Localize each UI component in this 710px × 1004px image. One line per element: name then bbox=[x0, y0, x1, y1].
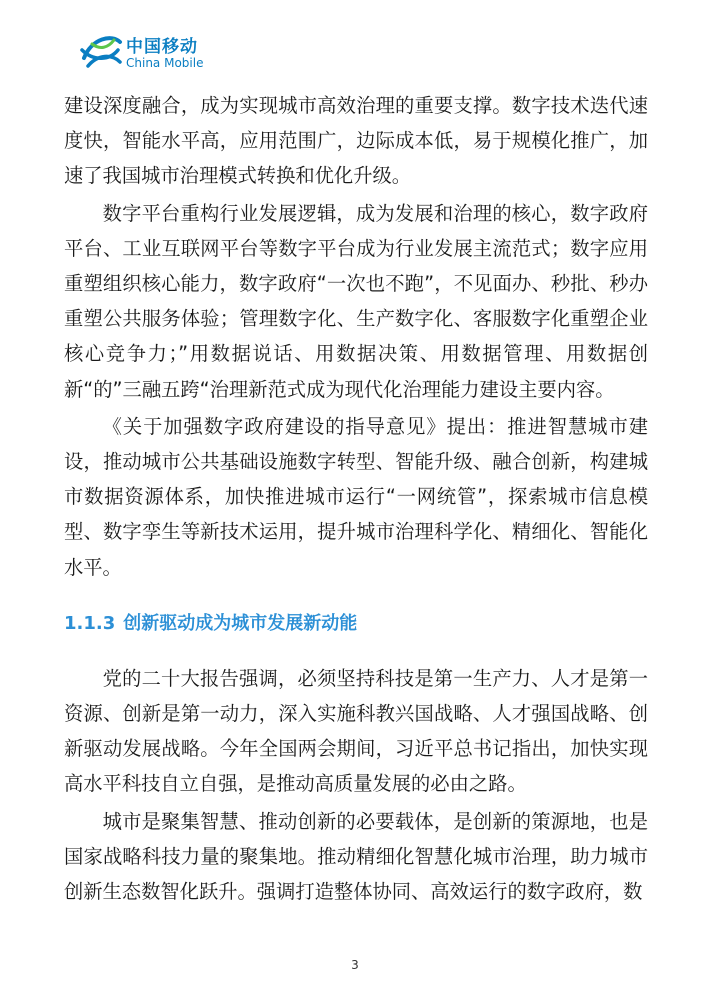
document-body bbox=[64, 88, 648, 909]
header bbox=[78, 26, 278, 76]
section-title: 创新驱动成为城市发展新动能 bbox=[123, 612, 358, 634]
paragraph-5: 城市是聚集智慧、推动创新的必要载体，是创新的策源地，也是国家战略科技力量的聚集地。推动精细化智慧化城市治理，助力城市创新生态数智化跃升。强调打造整体协同、高效运行的数字政府，数 bbox=[64, 809, 648, 904]
paragraph-2: 数字平台重构行业发展逻辑，成为发展和治理的核心，数字政府平台、工业互联网平台等数字平台成为行业发展主流范式；数字应用重塑组织核心能力，数字政府“一次也不跑”，不见面办、秒批、秒办重塑公共服务体验；管理数字化、生产数字化、客服数字化重塑企业核心竞争力；”用数据说话、用数据决策、用数据管理、用数据创新“的”三融五跨“治理新范式成为现代化治理能力建设主要内容。 bbox=[64, 201, 648, 401]
logo-chinese-text: 中国移动 bbox=[126, 37, 198, 57]
logo-english-text: China Mobile bbox=[126, 56, 204, 70]
section-heading bbox=[64, 609, 648, 639]
page-number: 3 bbox=[351, 958, 359, 972]
paragraph-3: 《关于加强数字政府建设的指导意见》提出：推进智慧城市建设，推动城市公共基础设施数字转型、智能升级、融合创新，构建城市数据资源体系，加快推进城市运行“一网统管”，探索城市信息模型、数字孪生等新技术运用，提升城市治理科学化、精细化、智能化水平。 bbox=[64, 414, 648, 579]
section-number: 1.1.3 bbox=[64, 612, 116, 634]
paragraph-1: 建设深度融合，成为实现城市高效治理的重要支撑。数字技术迭代速度快，智能水平高，应用范围广，边际成本低，易于规模化推广，加速了我国城市治理模式转换和优化升级。 bbox=[64, 94, 648, 188]
paragraph-4: 党的二十大报告强调，必须坚持科技是第一生产力、人才是第一资源、创新是第一动力，深入实施科教兴国战略、人才强国战略、创新驱动发展战略。今年全国两会期间，习近平总书记指出，加快实现高水平科技自立自强，是推动高质量发展的必由之路。 bbox=[64, 666, 648, 796]
china-mobile-logo-icon bbox=[78, 28, 124, 72]
